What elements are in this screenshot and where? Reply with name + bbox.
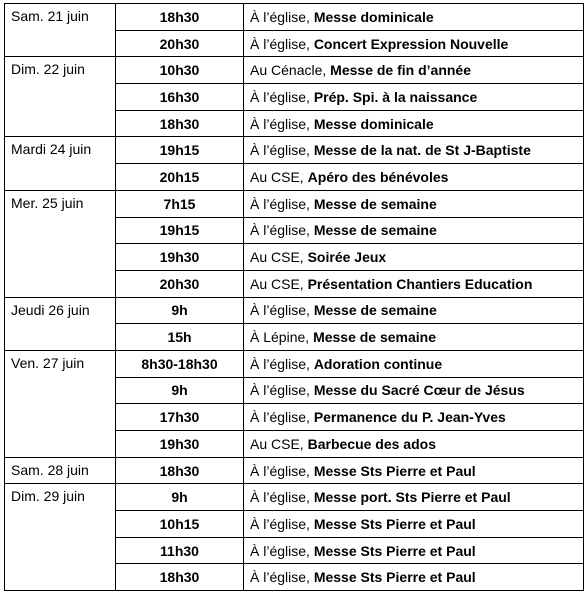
- event-title: Messe dominicale: [313, 115, 434, 132]
- event-place: À l’église,: [250, 142, 314, 159]
- day-label: Sam. 28 juin: [5, 457, 116, 484]
- day-label: Dim. 29 juin: [5, 484, 116, 591]
- event-place: Au CSE,: [250, 249, 308, 266]
- event-description: [244, 564, 584, 591]
- event-title: Messe du Sacré Cœur de Jésus: [313, 382, 525, 399]
- event-description: [244, 377, 584, 404]
- event-place: À l’église,: [250, 515, 314, 532]
- schedule-row: [5, 297, 584, 324]
- schedule-row: [5, 137, 584, 164]
- event-time: 18h30: [116, 457, 244, 484]
- event-title: Messe de la nat. de St J-Baptiste: [313, 142, 531, 159]
- event-description: [244, 270, 584, 297]
- event-time: 15h: [116, 324, 244, 351]
- day-label: Mer. 25 juin: [5, 190, 116, 297]
- event-title: Messe port. Sts Pierre et Paul: [313, 489, 511, 506]
- event-description: [244, 84, 584, 111]
- event-place: À l’église,: [250, 542, 314, 559]
- event-time: 9h: [116, 484, 244, 511]
- event-description: [244, 110, 584, 137]
- event-title: Prép. Spi. à la naissance: [313, 88, 478, 105]
- event-title: Présentation Chantiers Education: [307, 275, 533, 292]
- event-description: [244, 324, 584, 351]
- event-title: Messe Sts Pierre et Paul: [313, 515, 476, 532]
- event-place: À l’église,: [250, 222, 314, 239]
- event-place: À l’église,: [250, 382, 314, 399]
- schedule-row: [5, 484, 584, 511]
- event-title: Adoration continue: [313, 355, 443, 372]
- event-description: [244, 457, 584, 484]
- event-description: [244, 4, 584, 31]
- event-place: À l’église,: [250, 8, 314, 25]
- event-place: Au Cénacle,: [250, 62, 331, 79]
- event-time: 20h30: [116, 270, 244, 297]
- event-description: [244, 537, 584, 564]
- schedule-row: [5, 190, 584, 217]
- event-time: 9h: [116, 377, 244, 404]
- event-title: Apéro des bénévoles: [307, 168, 449, 185]
- event-time: 19h15: [116, 217, 244, 244]
- event-time: 9h: [116, 297, 244, 324]
- event-description: [244, 484, 584, 511]
- event-description: [244, 57, 584, 84]
- event-place: À l’église,: [250, 409, 314, 426]
- event-time: 20h30: [116, 30, 244, 57]
- event-time: 19h30: [116, 431, 244, 458]
- event-description: [244, 190, 584, 217]
- schedule-row: [5, 457, 584, 484]
- event-place: Au CSE,: [250, 275, 308, 292]
- event-title: Messe de semaine: [313, 329, 437, 346]
- schedule-row: [5, 57, 584, 84]
- event-time: 19h15: [116, 137, 244, 164]
- day-label: Jeudi 26 juin: [5, 297, 116, 350]
- event-time: 17h30: [116, 404, 244, 431]
- event-time: 11h30: [116, 537, 244, 564]
- event-place: Au CSE,: [250, 168, 308, 185]
- event-description: [244, 431, 584, 458]
- day-label: Ven. 27 juin: [5, 350, 116, 457]
- event-description: [244, 350, 584, 377]
- event-place: À l’église,: [250, 302, 314, 319]
- event-time: 19h30: [116, 244, 244, 271]
- event-place: À l’église,: [250, 35, 314, 52]
- event-title: Messe de semaine: [313, 195, 437, 212]
- event-time: 7h15: [116, 190, 244, 217]
- event-place: À l’église,: [250, 569, 314, 586]
- event-place: À l’église,: [250, 195, 314, 212]
- event-place: À Lépine,: [250, 329, 314, 346]
- event-time: 18h30: [116, 110, 244, 137]
- day-label: Dim. 22 juin: [5, 57, 116, 137]
- event-title: Messe de semaine: [313, 302, 437, 319]
- event-time: 8h30-18h30: [116, 350, 244, 377]
- event-description: [244, 511, 584, 538]
- event-time: 10h30: [116, 57, 244, 84]
- event-place: À l’église,: [250, 355, 314, 372]
- schedule-table: [4, 3, 584, 591]
- event-description: [244, 164, 584, 191]
- schedule-row: [5, 350, 584, 377]
- event-time: 20h15: [116, 164, 244, 191]
- event-place: À l’église,: [250, 462, 314, 479]
- schedule-body: [5, 4, 584, 591]
- event-description: [244, 244, 584, 271]
- event-place: À l’église,: [250, 115, 314, 132]
- event-description: [244, 217, 584, 244]
- event-description: [244, 137, 584, 164]
- event-title: Messe de semaine: [313, 222, 437, 239]
- event-time: 18h30: [116, 4, 244, 31]
- schedule-row: [5, 4, 584, 31]
- event-title: Messe Sts Pierre et Paul: [313, 542, 476, 559]
- event-time: 18h30: [116, 564, 244, 591]
- event-title: Messe dominicale: [313, 8, 434, 25]
- event-title: Messe de fin d’année: [330, 62, 471, 79]
- event-place: À l’église,: [250, 489, 314, 506]
- event-description: [244, 30, 584, 57]
- day-label: Sam. 21 juin: [5, 4, 116, 57]
- event-description: [244, 404, 584, 431]
- day-label: Mardi 24 juin: [5, 137, 116, 190]
- event-title: Barbecue des ados: [307, 435, 436, 452]
- event-title: Concert Expression Nouvelle: [313, 35, 509, 52]
- event-place: À l’église,: [250, 88, 314, 105]
- event-title: Permanence du P. Jean-Yves: [313, 409, 506, 426]
- event-description: [244, 297, 584, 324]
- event-title: Soirée Jeux: [307, 249, 387, 266]
- event-place: Au CSE,: [250, 435, 308, 452]
- event-time: 10h15: [116, 511, 244, 538]
- event-title: Messe Sts Pierre et Paul: [313, 569, 476, 586]
- event-time: 16h30: [116, 84, 244, 111]
- event-title: Messe Sts Pierre et Paul: [313, 462, 476, 479]
